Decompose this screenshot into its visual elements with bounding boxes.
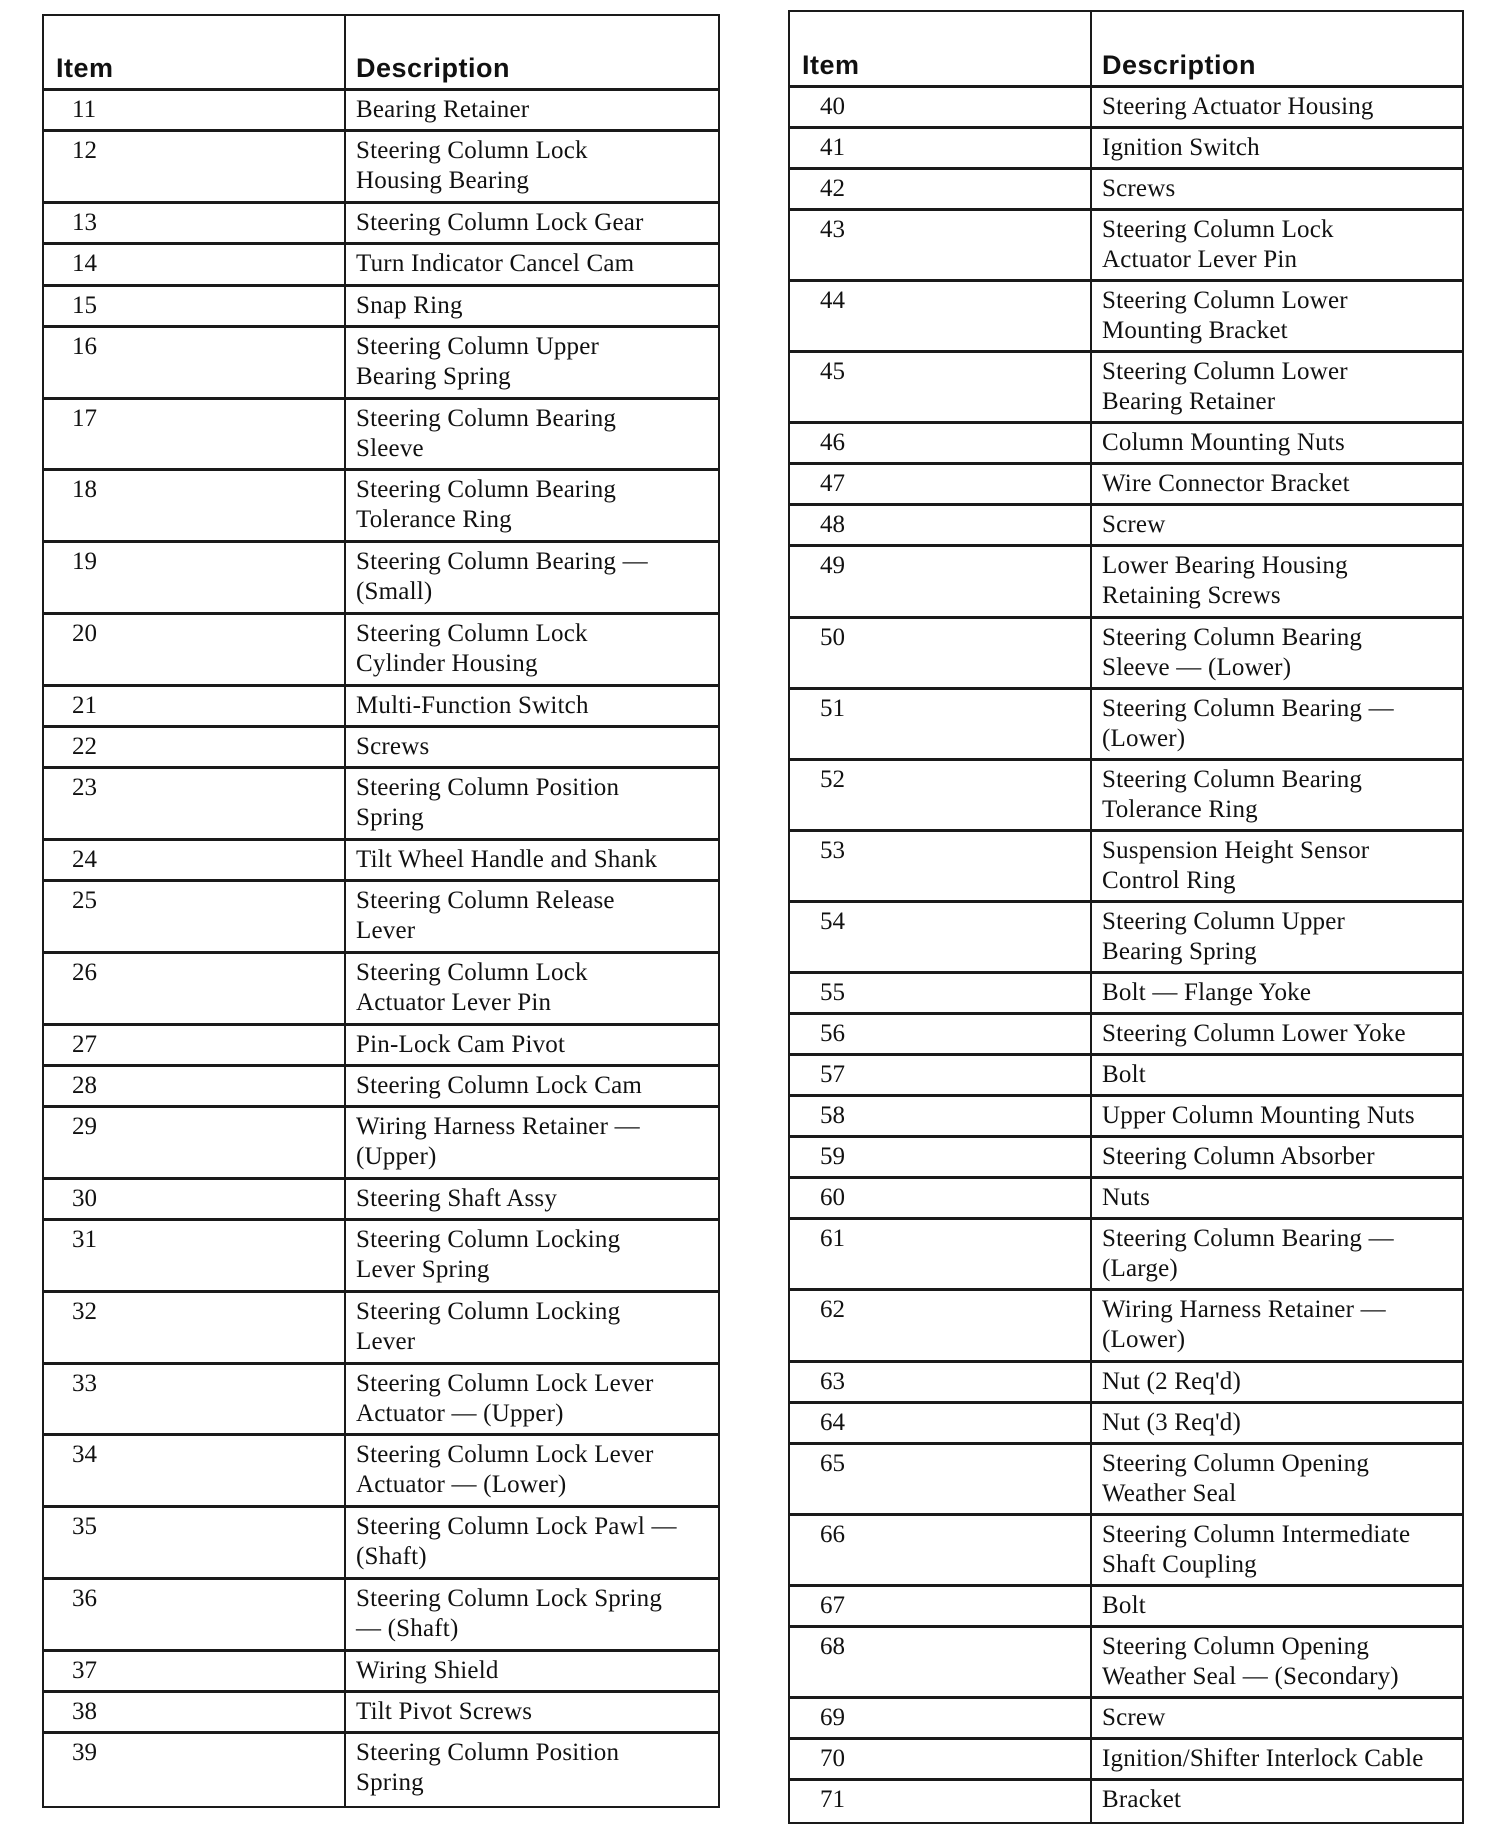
item-description: Steering Column Bearing Sleeve: [356, 404, 617, 462]
item-number: 45: [820, 358, 845, 386]
table-row: [44, 543, 718, 615]
table-row: [44, 204, 718, 245]
item-number: 28: [72, 1071, 97, 1099]
item-description: Steering Column Lower Bearing Retainer: [1102, 358, 1348, 416]
item-description: Steering Column Locking Lever: [356, 1298, 621, 1356]
item-number: 42: [820, 175, 845, 203]
table-row: [790, 465, 1462, 506]
item-description: Pin-Lock Cam Pivot: [356, 1030, 566, 1058]
item-number: 67: [820, 1591, 845, 1619]
item-number: 56: [820, 1020, 845, 1048]
item-number: 12: [72, 137, 97, 165]
table-row: [790, 1781, 1462, 1822]
table-row: [790, 1015, 1462, 1056]
table-row: [790, 761, 1462, 832]
item-description: Steering Shaft Assy: [356, 1184, 558, 1212]
table-row: [790, 1363, 1462, 1404]
item-description: Bolt: [1102, 1591, 1146, 1619]
item-description: Steering Column Lower Yoke: [1102, 1020, 1406, 1048]
header-description: Description: [356, 53, 511, 83]
item-description: Screw: [1102, 511, 1166, 539]
table-row: [44, 1221, 718, 1293]
table-row: [44, 1293, 718, 1365]
item-number: 41: [820, 134, 845, 162]
item-number: 26: [72, 958, 97, 986]
item-description: Steering Column Lower Mounting Bracket: [1102, 287, 1348, 345]
item-description: Steering Column Bearing — (Large): [1102, 1225, 1394, 1283]
item-description: Steering Column Bearing Tolerance Ring: [356, 476, 617, 534]
table-row: [790, 903, 1462, 974]
item-description: Nut (2 Req'd): [1102, 1367, 1242, 1395]
table-row: [790, 974, 1462, 1015]
table-row: [790, 1138, 1462, 1179]
item-description: Bearing Retainer: [356, 96, 530, 123]
item-description: Tilt Pivot Screws: [356, 1697, 533, 1725]
item-number: 19: [72, 548, 97, 576]
item-number: 43: [820, 216, 845, 244]
item-description: Wiring Harness Retainer — (Upper): [356, 1113, 640, 1171]
item-number: 62: [820, 1296, 845, 1324]
table-row: [790, 1740, 1462, 1781]
item-number: 11: [72, 96, 97, 123]
item-number: 48: [820, 511, 845, 539]
item-description: Steering Column Upper Bearing Spring: [356, 333, 600, 391]
item-number: 47: [820, 470, 845, 498]
item-number: 63: [820, 1367, 845, 1395]
item-number: 32: [72, 1298, 97, 1326]
table-row: [44, 287, 718, 328]
item-description: Wire Connector Bracket: [1102, 470, 1350, 498]
item-description: Steering Column Bearing Tolerance Ring: [1102, 765, 1363, 823]
table-row: [790, 1516, 1462, 1587]
item-description: Steering Column Bearing Sleeve — (Lower): [1102, 623, 1363, 681]
table-row: [790, 1097, 1462, 1138]
item-number: 46: [820, 429, 845, 457]
item-description: Steering Column Lock Spring — (Shaft): [356, 1584, 663, 1642]
table-row: [790, 1179, 1462, 1220]
item-description: Wiring Shield: [356, 1656, 499, 1684]
table-row: [790, 1587, 1462, 1628]
header-item: Item: [56, 53, 114, 83]
item-description: Ignition Switch: [1102, 134, 1260, 162]
item-description: Steering Column Lock Lever Actuator — (Lower): [356, 1441, 654, 1499]
item-number: 35: [72, 1513, 97, 1541]
item-number: 70: [820, 1745, 845, 1772]
item-description: Steering Column Opening Weather Seal — (Secondary): [1102, 1632, 1399, 1690]
table-row: [44, 91, 718, 132]
table-row: [790, 547, 1462, 618]
item-number: 15: [72, 291, 97, 319]
item-number: 21: [72, 691, 97, 719]
item-number: 13: [72, 209, 97, 237]
table-header: [44, 16, 718, 91]
item-description: Wiring Harness Retainer — (Lower): [1102, 1296, 1386, 1354]
table-row: [44, 1067, 718, 1108]
item-description: Steering Column Lock Actuator Lever Pin: [356, 958, 588, 1016]
item-number: 68: [820, 1632, 845, 1660]
table-row: [790, 1628, 1462, 1699]
item-description: Steering Column Absorber: [1102, 1143, 1375, 1171]
item-description: Steering Column Lock Pawl — (Shaft): [356, 1513, 677, 1571]
table-row: [790, 1291, 1462, 1362]
item-number: 64: [820, 1408, 845, 1436]
item-description: Steering Column Bearing — (Lower): [1102, 694, 1394, 752]
item-description: Steering Column Bearing — (Small): [356, 548, 648, 606]
table-row: [44, 245, 718, 286]
table-row: [44, 471, 718, 543]
item-number: 17: [72, 404, 97, 432]
table-row: [790, 1056, 1462, 1097]
item-number: 29: [72, 1113, 97, 1141]
table-row: [44, 328, 718, 400]
header-description: Description: [1102, 50, 1257, 80]
item-description: Steering Column Lock Actuator Lever Pin: [1102, 216, 1334, 274]
item-number: 59: [820, 1143, 845, 1171]
table-row: [44, 1365, 718, 1437]
item-description: Steering Column Lock Cylinder Housing: [356, 619, 588, 677]
item-number: 16: [72, 333, 97, 361]
table-row: [44, 1734, 718, 1806]
item-number: 33: [72, 1369, 97, 1397]
item-description: Lower Bearing Housing Retaining Screws: [1102, 552, 1348, 610]
table-row: [44, 1108, 718, 1180]
table-row: [790, 170, 1462, 211]
item-description: Tilt Wheel Handle and Shank: [356, 845, 658, 873]
table-row: [790, 1404, 1462, 1445]
item-number: 27: [72, 1030, 97, 1058]
item-number: 38: [72, 1697, 97, 1725]
table-row: [44, 1026, 718, 1067]
item-number: 39: [72, 1739, 97, 1767]
item-description: Bolt: [1102, 1061, 1146, 1089]
parts-table-left: [42, 14, 720, 1808]
item-number: 65: [820, 1449, 845, 1477]
item-description: Bolt — Flange Yoke: [1102, 979, 1312, 1007]
table-body: [790, 88, 1462, 1822]
table-row: [790, 690, 1462, 761]
table-row: [44, 687, 718, 728]
item-description: Steering Column Locking Lever Spring: [356, 1226, 621, 1284]
item-number: 58: [820, 1102, 845, 1130]
item-number: 24: [72, 845, 97, 873]
item-number: 69: [820, 1703, 845, 1731]
item-number: 52: [820, 765, 845, 793]
item-number: 34: [72, 1441, 97, 1469]
item-number: 31: [72, 1226, 97, 1254]
item-description: Steering Column Upper Bearing Spring: [1102, 908, 1346, 966]
item-number: 50: [820, 623, 845, 651]
table-row: [44, 1652, 718, 1693]
table-row: [790, 506, 1462, 547]
table-row: [790, 282, 1462, 353]
item-description: Steering Actuator Housing: [1102, 93, 1374, 120]
item-description: Upper Column Mounting Nuts: [1102, 1102, 1415, 1130]
table-row: [44, 1180, 718, 1221]
item-number: 61: [820, 1225, 845, 1253]
table-row: [790, 353, 1462, 424]
table-header: [790, 12, 1462, 88]
item-description: Nut (3 Req'd): [1102, 1408, 1242, 1436]
item-description: Steering Column Lock Lever Actuator — (Upper): [356, 1369, 654, 1427]
item-description: Steering Column Opening Weather Seal: [1102, 1449, 1370, 1507]
item-number: 71: [820, 1786, 845, 1814]
item-number: 57: [820, 1061, 845, 1089]
item-description: Steering Column Position Spring: [356, 774, 620, 832]
table-row: [44, 1508, 718, 1580]
table-row: [44, 400, 718, 472]
table-row: [44, 1580, 718, 1652]
item-number: 36: [72, 1584, 97, 1612]
item-description: Ignition/Shifter Interlock Cable: [1102, 1745, 1424, 1772]
item-description: Snap Ring: [356, 291, 463, 319]
item-description: Column Mounting Nuts: [1102, 429, 1345, 457]
item-number: 25: [72, 887, 97, 915]
table-row: [790, 619, 1462, 690]
item-number: 23: [72, 774, 97, 802]
table-row: [790, 1445, 1462, 1516]
item-description: Steering Column Lock Gear: [356, 209, 644, 237]
item-number: 66: [820, 1520, 845, 1548]
item-description: Steering Column Position Spring: [356, 1739, 620, 1797]
table-body: [44, 91, 718, 1806]
item-number: 22: [72, 732, 97, 760]
item-description: Steering Column Intermediate Shaft Coupling: [1102, 1520, 1411, 1578]
item-description: Nuts: [1102, 1184, 1151, 1212]
item-number: 60: [820, 1184, 845, 1212]
table-row: [790, 832, 1462, 903]
table-row: [790, 88, 1462, 129]
table-row: [44, 841, 718, 882]
table-row: [44, 132, 718, 204]
item-number: 30: [72, 1184, 97, 1212]
item-number: 49: [820, 552, 845, 580]
table-row: [790, 129, 1462, 170]
table-row: [44, 769, 718, 841]
item-number: 54: [820, 908, 845, 936]
item-number: 40: [820, 93, 845, 120]
item-description: Multi-Function Switch: [356, 691, 589, 719]
item-number: 18: [72, 476, 97, 504]
item-description: Screw: [1102, 1703, 1166, 1731]
item-number: 53: [820, 836, 845, 864]
item-description: Steering Column Lock Cam: [356, 1071, 643, 1099]
item-description: Turn Indicator Cancel Cam: [356, 250, 635, 278]
table-row: [790, 1699, 1462, 1740]
item-description: Screws: [356, 732, 430, 760]
table-row: [44, 882, 718, 954]
header-item: Item: [802, 50, 860, 80]
table-row: [44, 954, 718, 1026]
table-row: [790, 424, 1462, 465]
item-number: 37: [72, 1656, 97, 1684]
parts-table-right: [788, 10, 1464, 1824]
item-description: Suspension Height Sensor Control Ring: [1102, 836, 1370, 894]
table-row: [44, 1436, 718, 1508]
item-description: Steering Column Lock Housing Bearing: [356, 137, 588, 195]
table-row: [44, 1693, 718, 1734]
table-row: [44, 615, 718, 687]
item-number: 55: [820, 979, 845, 1007]
item-number: 51: [820, 694, 845, 722]
table-row: [790, 1220, 1462, 1291]
item-number: 44: [820, 287, 845, 315]
table-row: [790, 211, 1462, 282]
table-row: [44, 728, 718, 769]
item-description: Screws: [1102, 175, 1176, 203]
item-description: Bracket: [1102, 1786, 1182, 1814]
item-number: 20: [72, 619, 97, 647]
item-number: 14: [72, 250, 97, 278]
item-description: Steering Column Release Lever: [356, 887, 615, 945]
